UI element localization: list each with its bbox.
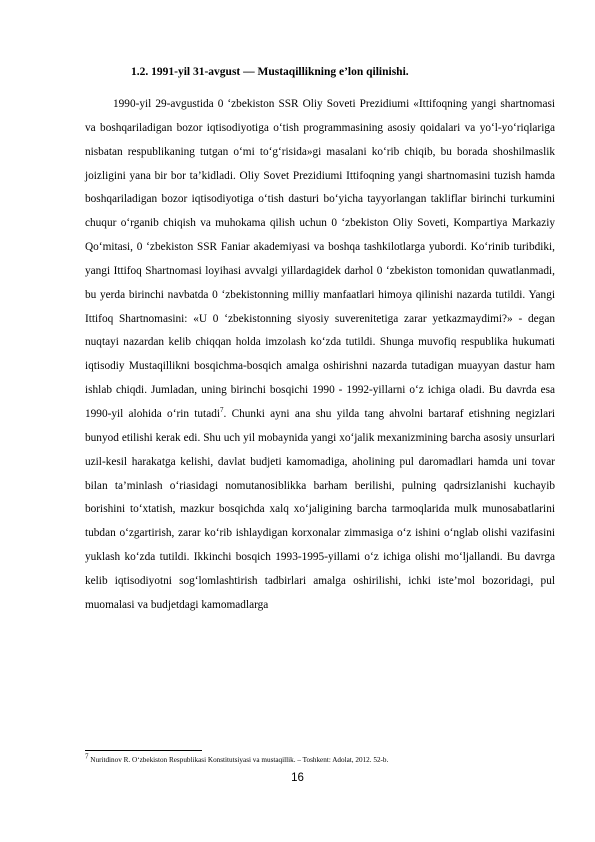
footnote-reference[interactable]: 7 (220, 406, 224, 415)
footnote (85, 752, 555, 765)
footnote-number: 7 (85, 752, 89, 761)
body-paragraph (85, 93, 555, 618)
footnote-text: Nuritdinov R. O‘zbekiston Respublikasi Konstitutsiyasi va mustaqillik. – Toshkent: Adolat, 2012. 52-b. (88, 756, 389, 764)
footnote-divider (85, 750, 202, 751)
section-heading: 1.2. 1991-yil 31-avgust — Mustaqillikning e’lon qilinishi. (131, 66, 409, 78)
body-text-part2: . Chunki ayni ana shu yilda tang ahvolni bartaraf etishning negizlari bunyod etilishi kerak edi. Shu uch yil mobaynida yangi xo‘jalik mexanizmining barcha asosiy unsurlari uzil-kesil harakatga kelishi, davlat budjeti kamomadiga, aholining pul daromadlari hamda uni tovar bilan ta’minlash o‘riasidagi nomutanosiblikka barham berilishi, pulning qadrsizlanishi kuchayib borishini to‘xtatish, mazkur bosqichda xalq xo‘jaligining barcha tarmoqlarida mulk munosabatlarini tubdan o‘zgartirish, zarar ko‘rib ishlaydigan korxonalar zimmasiga o‘z ishini o‘nglab olishi vazifasini yuklash ko‘zda tutildi. Ikkinchi bosqich 1993-1995-yillami o‘z ichiga olishi mo‘ljallandi. Bu davrga kelib iqtisodiyotni sog‘lomlashtirish tadbirlari amalga oshirilishi, ichki iste’mol bozoridagi, pul muomalasi va budjetdagi kamomadlarga (85, 407, 555, 611)
body-text-part1: 1990-yil 29-avgustida 0 ‘zbekiston SSR Oliy Soveti Prezidiumi «Ittifoqning yangi shartnomasi va boshqariladigan bozor iqtisodiyotiga o‘tish programmasining asosiy qoidalari va yo‘l-yo‘riqlariga nisbatan respublikaning tutgan o‘mi to‘g‘risida»gi masalani ko‘rib chiqib, bu borada shoshilmaslik joizligini yana bir bor ta’kidladi. Oliy Sovet Prezidiumi Ittifoqning yangi shartnomasini tuzish hamda boshqariladigan bozor iqtisodiyotiga o‘tish dasturi bo‘yicha tayyorlangan takliflar birinchi turkumini chuqur o‘rganib chiqish va muhokama qilish uchun 0 ‘zbekiston Oliy Soveti, Kompartiya Markaziy Qo‘mitasi, 0 ‘zbekiston SSR Faniar akademiyasi va boshqa tashkilotlarga yubordi. Ko‘rinib turibdiki, yangi Ittifoq Shartnomasi loyihasi avvalgi yillardagidek darhol 0 ‘zbekiston tomonidan quwatlanmadi, bu yerda birinchi navbatda 0 ‘zbekistonning milliy manfaatlari himoya qilinishi nazarda tutildi. Yangi Ittifoq Shartnomasini: «U 0 ‘zbekistonning siyosiy suverenitetiga zarar yetkazmaydimi?» - degan nuqtayi nazardan kelib chiqqan holda imzolash ko‘zda tutildi. Shunga muvofiq respublika hukumati iqtisodiy Mustaqillikni bosqichma-bosqich amalga oshirishni nazarda tutadigan muayyan dastur ham ishlab chiqdi. Jumladan, uning birinchi bosqichi 1990 - 1992-yillarni o‘z ichiga oladi. Bu davrda esa 1990-yil alohida o‘rin tutadi (85, 98, 555, 420)
page-number: 16 (291, 772, 304, 784)
